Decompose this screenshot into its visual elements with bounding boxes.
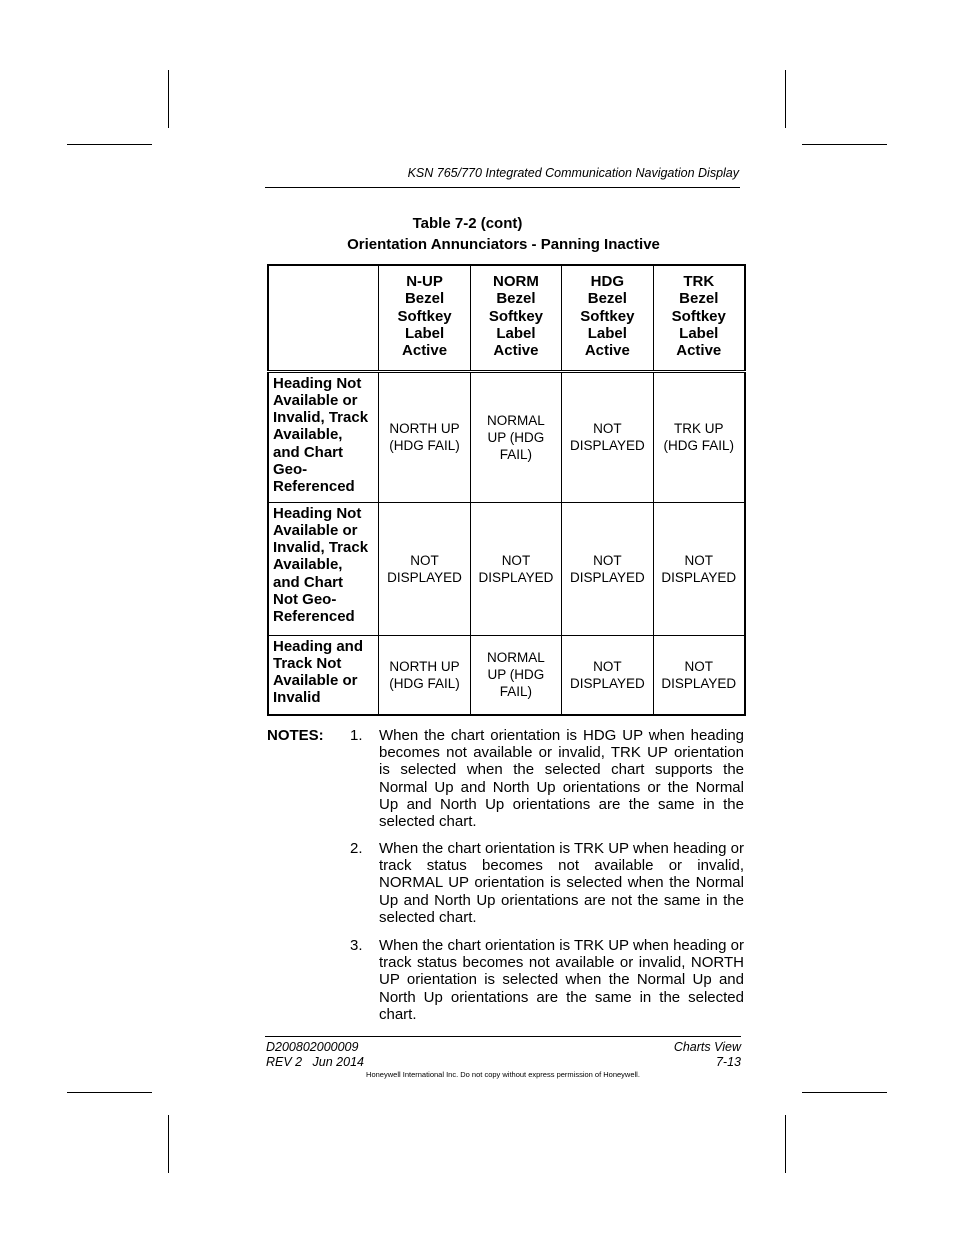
table-row <box>268 635 745 715</box>
table-cell: NOT DISPLAYED <box>562 635 653 715</box>
footer-divider <box>265 1036 741 1037</box>
header-divider <box>265 187 740 188</box>
row-condition: Heading and Track Not Available or Invalid <box>268 635 379 715</box>
table-row <box>268 502 745 635</box>
crop-mark <box>802 144 887 145</box>
column-header-hdg: HDG Bezel Softkey Label Active <box>562 265 653 371</box>
table-cell: NOT DISPLAYED <box>562 502 653 635</box>
running-header-title: KSN 765/770 Integrated Communication Navigation Display <box>407 166 739 180</box>
footer-page-info <box>674 1040 741 1069</box>
crop-mark <box>802 1092 887 1093</box>
column-header-empty <box>268 265 379 371</box>
crop-mark <box>168 70 169 128</box>
table-caption-number: Table 7-2 (cont) <box>412 215 523 232</box>
table-cell: TRK UP (HDG FAIL) <box>653 371 745 502</box>
table-row <box>268 371 745 502</box>
table-cell: NOT DISPLAYED <box>379 502 470 635</box>
note-text: When the chart orientation is TRK UP when heading or track status becomes not available or invalid, NORTH UP orientation is selected when the Normal Up and North Up orientations are the same in the selected chart. <box>379 937 744 1023</box>
column-header-n-up: N-UP Bezel Softkey Label Active <box>379 265 470 371</box>
crop-mark <box>67 1092 152 1093</box>
notes-label: NOTES: <box>267 727 324 744</box>
table-cell: NOT DISPLAYED <box>653 635 745 715</box>
crop-mark <box>785 70 786 128</box>
footer-revision: REV 2 Jun 2014 <box>266 1054 364 1069</box>
crop-mark <box>67 144 152 145</box>
column-header-norm: NORM Bezel Softkey Label Active <box>470 265 561 371</box>
table-header-row <box>268 265 745 371</box>
table-cell: NORMAL UP (HDG FAIL) <box>470 635 561 715</box>
table-cell: NOT DISPLAYED <box>653 502 745 635</box>
row-condition: Heading Not Available or Invalid, Track Available, and Chart Geo- Referenced <box>268 371 379 502</box>
note-text: When the chart orientation is HDG UP when heading becomes not available or invalid, TRK UP orientation is selected when the selected chart supports the Normal Up and North Up orientations or the Normal Up and North Up orientations are the same in the selected chart. <box>379 727 744 831</box>
note-number: 1. <box>350 727 363 744</box>
crop-mark <box>785 1115 786 1173</box>
footer-section: Charts View <box>673 1040 741 1054</box>
footer-doc-info <box>266 1040 364 1069</box>
orientation-annunciators-table <box>267 264 746 716</box>
footer-copyright: Honeywell International Inc. Do not copy without express permission of Honeywell. <box>366 1070 640 1079</box>
footer-page-number: 7-13 <box>715 1054 741 1069</box>
table-cell: NORTH UP (HDG FAIL) <box>379 635 470 715</box>
table-caption-title: Orientation Annunciators - Panning Inactive <box>347 236 660 253</box>
table-cell: NOT DISPLAYED <box>470 502 561 635</box>
note-number: 2. <box>350 840 363 857</box>
table-cell: NORTH UP (HDG FAIL) <box>379 371 470 502</box>
table-cell: NOT DISPLAYED <box>562 371 653 502</box>
column-header-trk: TRK Bezel Softkey Label Active <box>653 265 745 371</box>
note-text: When the chart orientation is TRK UP when heading or track status becomes not available or invalid, NORMAL UP orientation is selected when the Normal Up and North Up orientations are not the same in the selected chart. <box>379 840 744 926</box>
note-number: 3. <box>350 937 363 954</box>
footer-doc-number: D200802000009 <box>266 1040 359 1054</box>
row-condition: Heading Not Available or Invalid, Track Available, and Chart Not Geo- Referenced <box>268 502 379 635</box>
crop-mark <box>168 1115 169 1173</box>
table-cell: NORMAL UP (HDG FAIL) <box>470 371 561 502</box>
